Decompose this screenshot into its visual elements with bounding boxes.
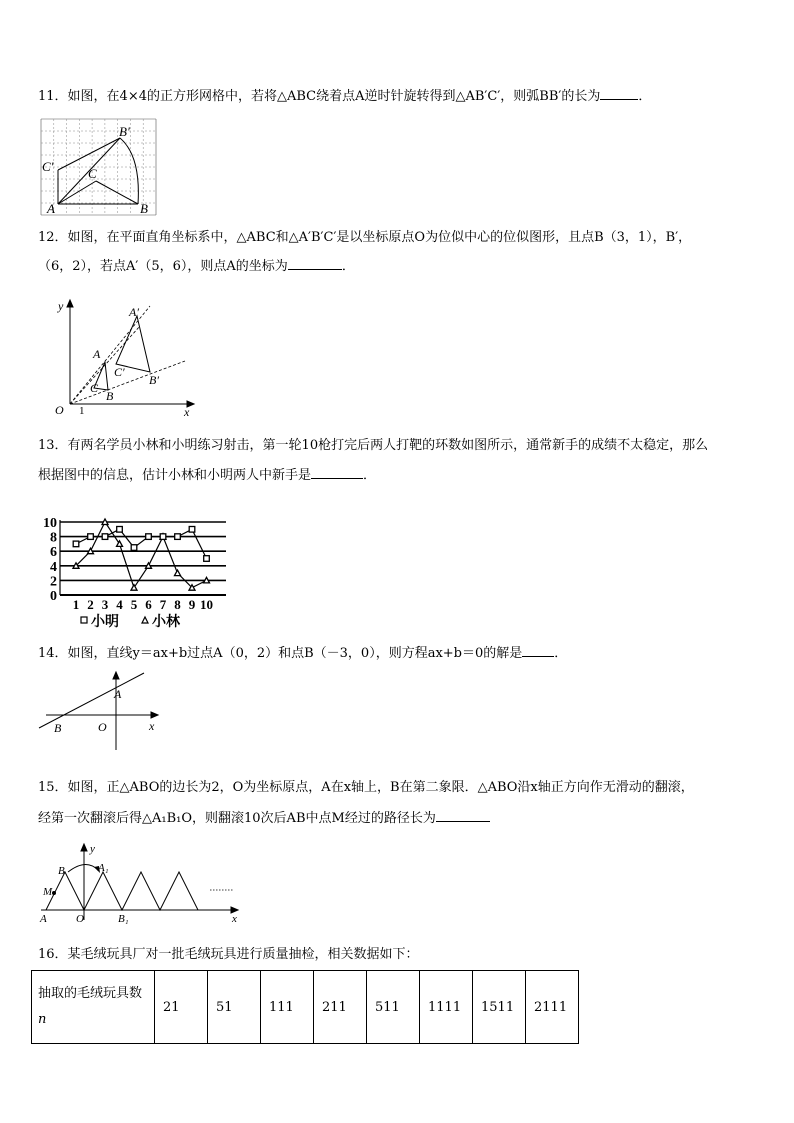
q16-text: 16．某毛绒玩具厂对一批毛绒玩具进行质量抽检，相关数据如下： [38,947,419,962]
x-tick-label: 5 [130,597,138,612]
q11-figure [36,116,162,218]
q15-line2: 经第一次翻滚后得△A₁B₁O，则翻滚10次后AB中点M经过的路径长为 [38,810,490,828]
data-point-square [146,534,152,540]
svg-text:C′: C′ [42,159,54,174]
y-tick-label: 8 [50,530,57,546]
data-point-square [102,534,108,540]
q11-blank[interactable] [600,99,638,100]
data-point-triangle [102,519,108,525]
svg-text:B₁: B₁ [118,913,129,925]
data-point-square [73,541,79,547]
q12-blank[interactable] [288,269,342,270]
data-point-triangle [88,548,94,554]
svg-text:B: B [140,201,148,216]
table-cell: 21 [155,971,208,1044]
x-tick-label: 2 [87,597,94,612]
svg-text:B: B [58,865,65,877]
data-point-square [88,534,94,540]
x-tick-label: 3 [101,597,109,612]
q14-figure [36,670,166,752]
chart-legend [81,613,181,630]
svg-text:x: x [184,405,190,418]
svg-text:C: C [90,381,99,395]
data-point-square [204,556,210,562]
data-point-square [131,545,137,551]
q16-table [31,970,579,1044]
svg-text:A: A [47,201,55,216]
svg-text:O: O [55,403,64,417]
svg-text:A: A [93,347,101,361]
svg-text:B: B [106,389,114,403]
x-tick-label: 6 [145,597,152,612]
q12-line2: （6，2），若点A′（5，6），则点A的坐标为 ． [38,259,355,274]
table-cell: 511 [367,971,420,1044]
svg-text:x: x [232,913,237,925]
q14-text: 14．如图，直线y＝ax+b过点A（0，2）和点B（－3，0），则方程ax+b＝0的解是 ． [38,646,568,661]
table-cell: 211 [314,971,367,1044]
data-point-square [189,527,195,533]
y-tick-label: 6 [50,545,57,561]
legend-triangle-marker [142,617,148,623]
x-tick-label: 1 [72,597,80,612]
data-point-square [117,527,123,533]
table-header-cell: 抽取的毛绒玩具数 n [32,971,155,1044]
svg-text:B′: B′ [119,124,130,139]
table-cell: 51 [208,971,261,1044]
svg-text:A: A [40,913,47,925]
svg-text:M: M [43,886,53,898]
q14-blank[interactable] [522,656,554,657]
svg-text:1: 1 [79,405,85,417]
legend-square-marker [81,617,87,623]
y-tick-label: 0 [50,589,57,604]
point-m [52,891,56,895]
q15-line1: 15．如图，正△ABO的边长为2，O为坐标原点，A在x轴上，B在第二象限．△ABO沿x轴正方向作无滑动的翻滚， [38,780,694,795]
q12-figure [50,296,200,418]
q15-figure [36,840,246,926]
y-tick-label: 10 [43,516,57,531]
x-tick-label: 10 [200,597,213,612]
table-cell: 1111 [420,971,473,1044]
data-point-square [160,534,166,540]
legend-lin: 小林 [152,615,180,630]
data-point-square [175,534,181,540]
q13-chart [30,505,240,635]
svg-text:A: A [114,687,122,701]
legend-ming: 小明 [91,615,119,630]
table-cell: 1511 [473,971,526,1044]
q15-blank[interactable] [436,821,490,822]
q13-line2: 根据图中的信息，估计小林和小明两人中新手是 ． [38,468,377,483]
q13-blank[interactable] [311,478,363,479]
svg-text:O: O [76,913,84,925]
svg-text:A′: A′ [129,305,139,319]
x-tick-label: 8 [174,597,181,612]
x-tick-label: 4 [116,597,123,612]
table-cell: 111 [261,971,314,1044]
svg-text:y: y [90,843,95,855]
q12-line1: 12．如图，在平面直角坐标系中，△ABC和△A′B′C′是以坐标原点O为位似中心的位似图形，且点B（3，1），B′， [38,230,692,245]
x-tick-label: 9 [188,597,196,612]
q13-line1: 13．有两名学员小林和小明练习射击，第一轮10枪打完后两人打靶的环数如图所示，通常新手的成绩不太稳定，那么 [38,438,709,453]
svg-text:C′: C′ [114,365,125,379]
data-point-triangle [146,563,152,569]
svg-text:x: x [149,719,155,733]
data-point-triangle [175,570,181,576]
svg-text:O: O [98,720,107,734]
svg-text:A₁: A₁ [98,862,109,874]
q11-text: 11．如图，在4×4的正方形网格中，若将△ABC绕着点A逆时针旋转得到△AB′C′，则弧BB′的长为 ． [38,89,652,104]
svg-text:B: B [54,721,62,735]
series-line [76,529,207,558]
svg-text:y: y [58,299,64,313]
table-row [32,971,579,1044]
svg-text:B′: B′ [149,373,159,387]
table-cell: 2111 [526,971,579,1044]
y-tick-label: 4 [50,559,57,575]
svg-text:C: C [88,166,97,181]
data-point-triangle [204,577,210,583]
y-tick-label: 2 [50,574,57,590]
x-tick-label: 7 [159,597,167,612]
